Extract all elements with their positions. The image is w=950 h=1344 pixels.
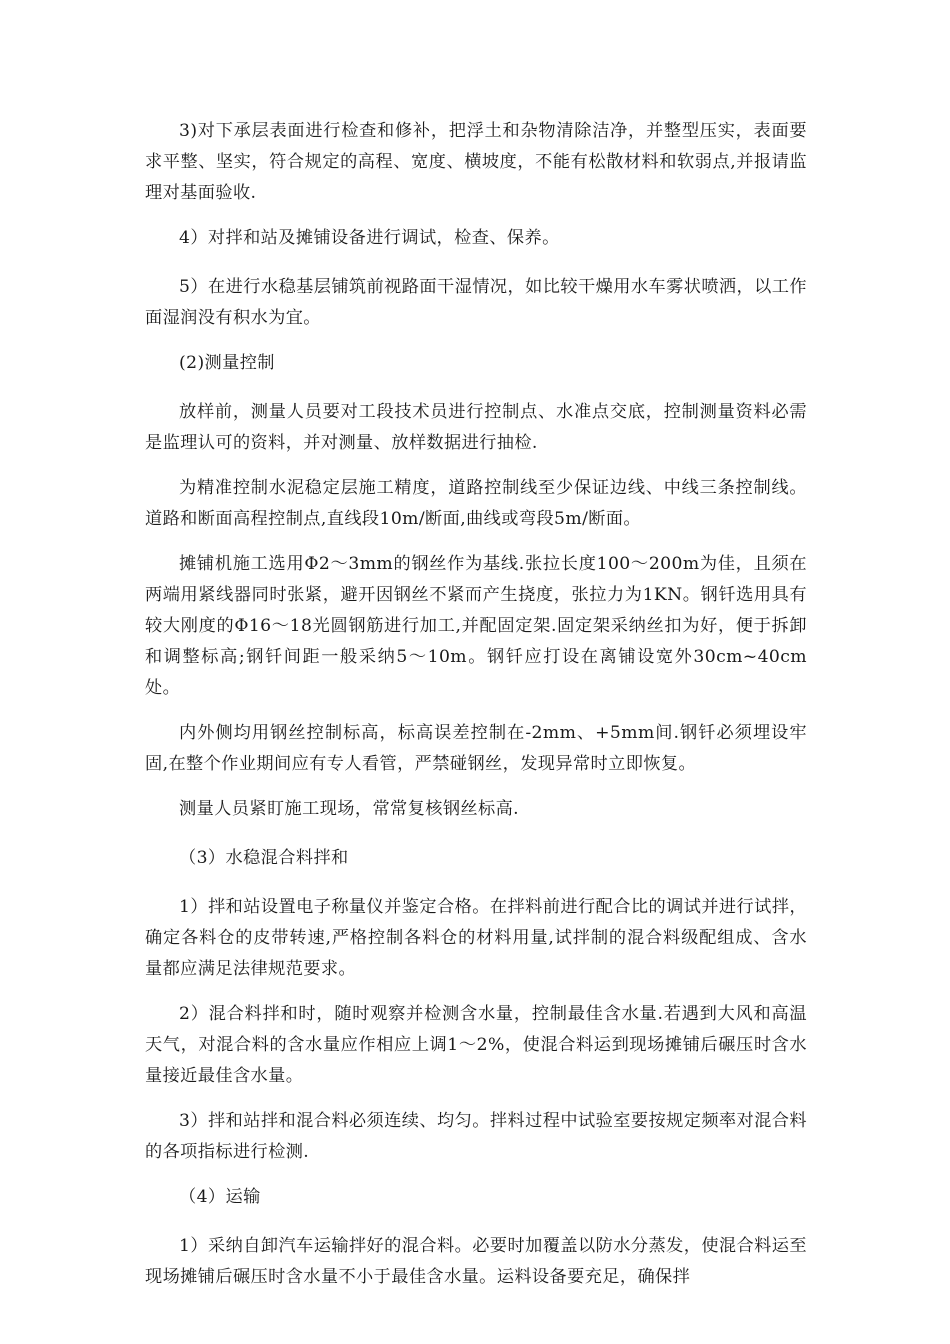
paragraph-elevation-control: 内外侧均用钢丝控制标高，标高误差控制在-2mm、+5mm间.钢钎必须埋设牢固,在整个作业期间应有专人看管，严禁碰钢丝，发现异常时立即恢复。	[145, 723, 807, 774]
paragraph-dump-truck-transport: 1）采纳自卸汽车运输拌好的混合料。必要时加覆盖以防水分蒸发，使混合料运至现场摊铺后碾压时含水量不小于最佳含水量。运料设备要充足，确保拌	[145, 1236, 807, 1287]
paragraph-subgrade-inspection: 3)对下承层表面进行检查和修补，把浮土和杂物清除洁净，并整型压实，表面要求平整、坚实，符合规定的高程、宽度、横坡度，不能有松散材料和软弱点,并报请监理对基面验收.	[145, 121, 807, 203]
paragraph-steel-wire-baseline: 摊铺机施工选用Φ2～3mm的钢丝作为基线.张拉长度100～200m为佳，且须在两端用紧线器同时张紧，避开因钢丝不紧而产生挠度，张拉力为1KN。钢钎选用具有较大刚度的Φ16～18光圆钢筋进行加工,并配固定架.固定架采纳丝扣为好，便于拆卸和调整标高;钢钎间距一般采纳5～10m。钢钎应打设在离铺设宽外30cm~40cm处。	[145, 554, 807, 698]
section-heading-transport: （4）运输	[179, 1187, 261, 1207]
paragraph-equipment-debug: 4）对拌和站及摊铺设备进行调试，检查、保养。	[179, 228, 560, 248]
document-body	[145, 116, 807, 1307]
paragraph-continuous-mixing: 3）拌和站拌和混合料必须连续、均匀。拌料过程中试验室要按规定频率对混合料的各项指标进行检测.	[145, 1111, 807, 1162]
paragraph-control-lines: 为精准控制水泥稳定层施工精度，道路控制线至少保证边线、中线三条控制线。道路和断面高程控制点,直线段10m/断面,曲线或弯段5m/断面。	[145, 478, 807, 529]
paragraph-mixing-station: 1）拌和站设置电子称量仪并鉴定合格。在拌料前进行配合比的调试并进行试拌，确定各料仓的皮带转速,严格控制各料仓的材料用量,试拌制的混合料级配组成、含水量都应满足法律规范要求。	[145, 897, 807, 979]
section-heading-survey-control: (2)测量控制	[179, 353, 275, 373]
paragraph-survey-staff: 测量人员紧盯施工现场，常常复核钢丝标高.	[179, 799, 520, 819]
paragraph-moisture-content: 2）混合料拌和时，随时观察并检测含水量，控制最佳含水量.若遇到大风和高温天气，对混合料的含水量应作相应上调1～2%，使混合料运到现场摊铺后碾压时含水量接近最佳含水量。	[145, 1004, 807, 1086]
paragraph-surface-moisture: 5）在进行水稳基层铺筑前视路面干湿情况，如比较干燥用水车雾状喷洒，以工作面湿润没有积水为宜。	[145, 277, 807, 328]
paragraph-staking-out: 放样前，测量人员要对工段技术员进行控制点、水准点交底，控制测量资料必需是监理认可的资料，并对测量、放样数据进行抽检.	[145, 402, 807, 453]
section-heading-mixing: （3）水稳混合料拌和	[179, 848, 349, 868]
